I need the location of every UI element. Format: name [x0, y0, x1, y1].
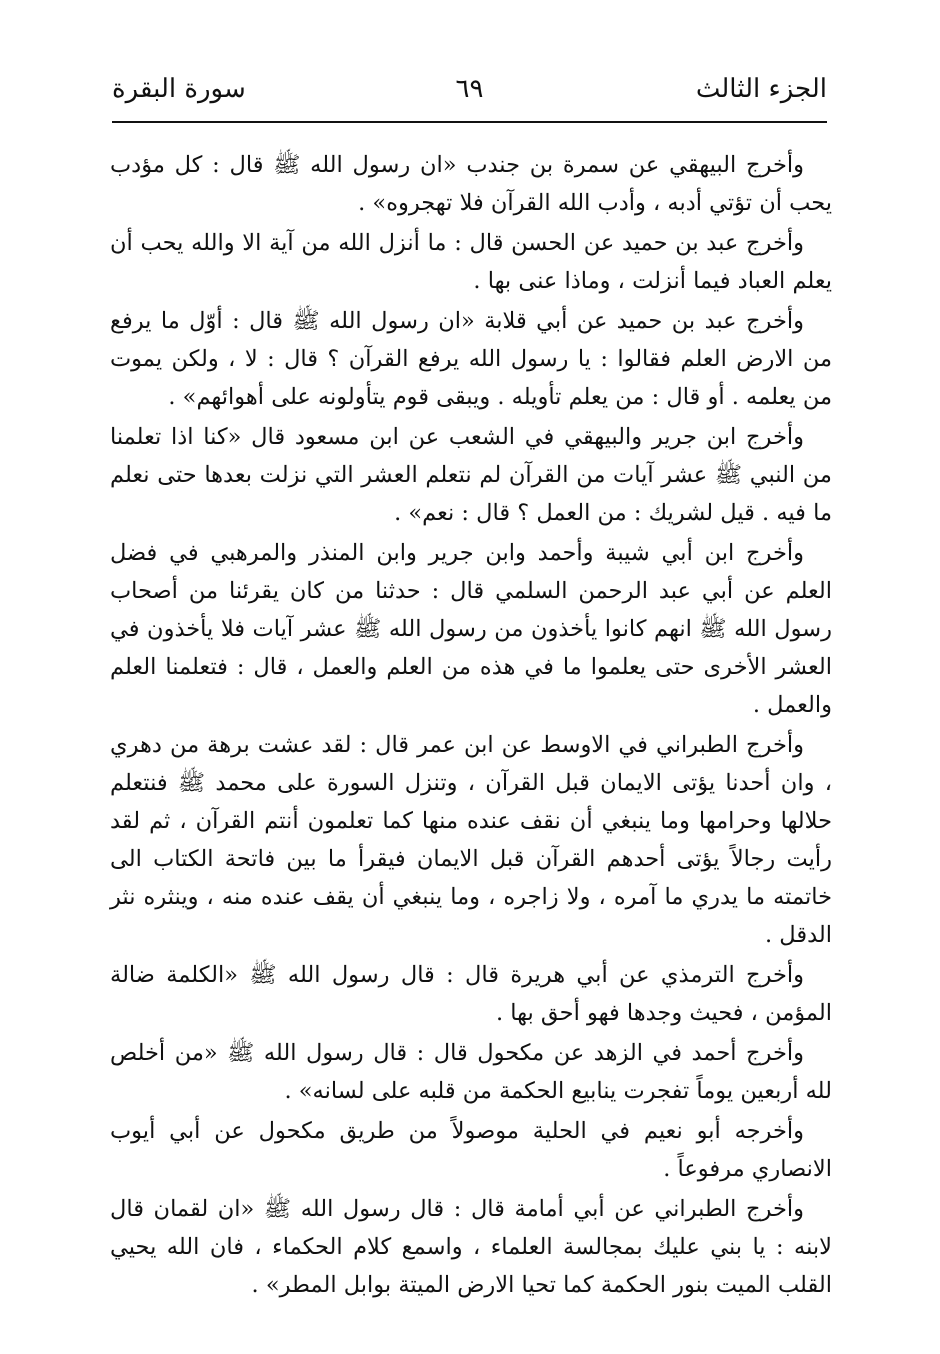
page-number: ٦٩	[455, 74, 484, 104]
paragraph-9: وأخرجه أبو نعيم في الحلية موصولاً من طريق مكحول عن أبي أيوب الانصاري مرفوعاً .	[110, 1118, 832, 1182]
paragraph-1: وأخرج البيهقي عن سمرة بن جندب «ان رسول الله ﷺ قال : كل مؤدب يحب أن تؤتي أدبه ، وأدب الله القرآن فلا تهجروه» .	[110, 152, 832, 216]
part-label: الجزء الثالث	[695, 74, 827, 104]
page-body	[110, 146, 832, 1306]
paragraph-5: وأخرج ابن أبي شيبة وأحمد وابن جرير وابن المنذر والمرهبي في فضل العلم عن أبي عبد الرحمن السلمي قال : حدثنا من كان يقرئنا من أصحاب رسول الله ﷺ انهم كانوا يأخذون من رسول الله ﷺ عشر آيات فلا يأخذون في العشر الأخرى حتى يعلموا ما في هذه من العلم والعمل ، قال : فتعلمنا العلم والعمل .	[110, 540, 832, 718]
paragraph-6: وأخرج الطبراني في الاوسط عن ابن عمر قال : لقد عشت برهة من دهري ، وان أحدنا يؤتى الايمان قبل القرآن ، وتنزل السورة على محمد ﷺ فنتعلم حلالها وحرامها وما ينبغي أن نقف عنده منها كما تعلمون أنتم القرآن ، ثم لقد رأيت رجالاً يؤتى أحدهم القرآن قبل الايمان فيقرأ ما بين فاتحة الكتاب الى خاتمته ما يدري ما آمره ، ولا زاجره ، وما ينبغي أن يقف عنده منه ، وينثره نثر الدقل .	[110, 732, 832, 948]
paragraph-2: وأخرج عبد بن حميد عن الحسن قال : ما أنزل الله من آية الا والله يحب أن يعلم العباد فيما أنزلت ، وماذا عنى بها .	[110, 230, 832, 294]
paragraph-4: وأخرج ابن جرير والبيهقي في الشعب عن ابن مسعود قال «كنا اذا تعلمنا من النبي ﷺ عشر آيات من القرآن لم نتعلم العشر التي نزلت بعدها حتى نعلم ما فيه . قيل لشريك : من العمل ؟ قال : نعم» .	[110, 424, 832, 526]
header-divider	[112, 121, 827, 123]
surah-label: سورة البقرة	[112, 74, 246, 104]
running-header	[112, 70, 827, 110]
paragraph-8: وأخرج أحمد في الزهد عن مكحول قال : قال رسول الله ﷺ «من أخلص لله أربعين يوماً تفجرت ينابيع الحكمة من قلبه على لسانه» .	[110, 1040, 832, 1104]
paragraph-10: وأخرج الطبراني عن أبي أمامة قال : قال رسول الله ﷺ «ان لقمان قال لابنه : يا بني عليك بمجالسة العلماء ، واسمع كلام الحكماء ، فان الله يحيي القلب الميت بنور الحكمة كما تحيا الارض الميتة بوابل المطر» .	[110, 1196, 832, 1298]
paragraph-3: وأخرج عبد بن حميد عن أبي قلابة «ان رسول الله ﷺ قال : أوّل ما يرفع من الارض العلم فقالوا : يا رسول الله يرفع القرآن ؟ قال : لا ، ولكن يموت من يعلمه . أو قال : من يعلم تأويله . ويبقى قوم يتأولونه على أهوائهم» .	[110, 308, 832, 410]
paragraph-7: وأخرج الترمذي عن أبي هريرة قال : قال رسول الله ﷺ «الكلمة ضالة المؤمن ، فحيث وجدها فهو أحق بها .	[110, 962, 832, 1026]
